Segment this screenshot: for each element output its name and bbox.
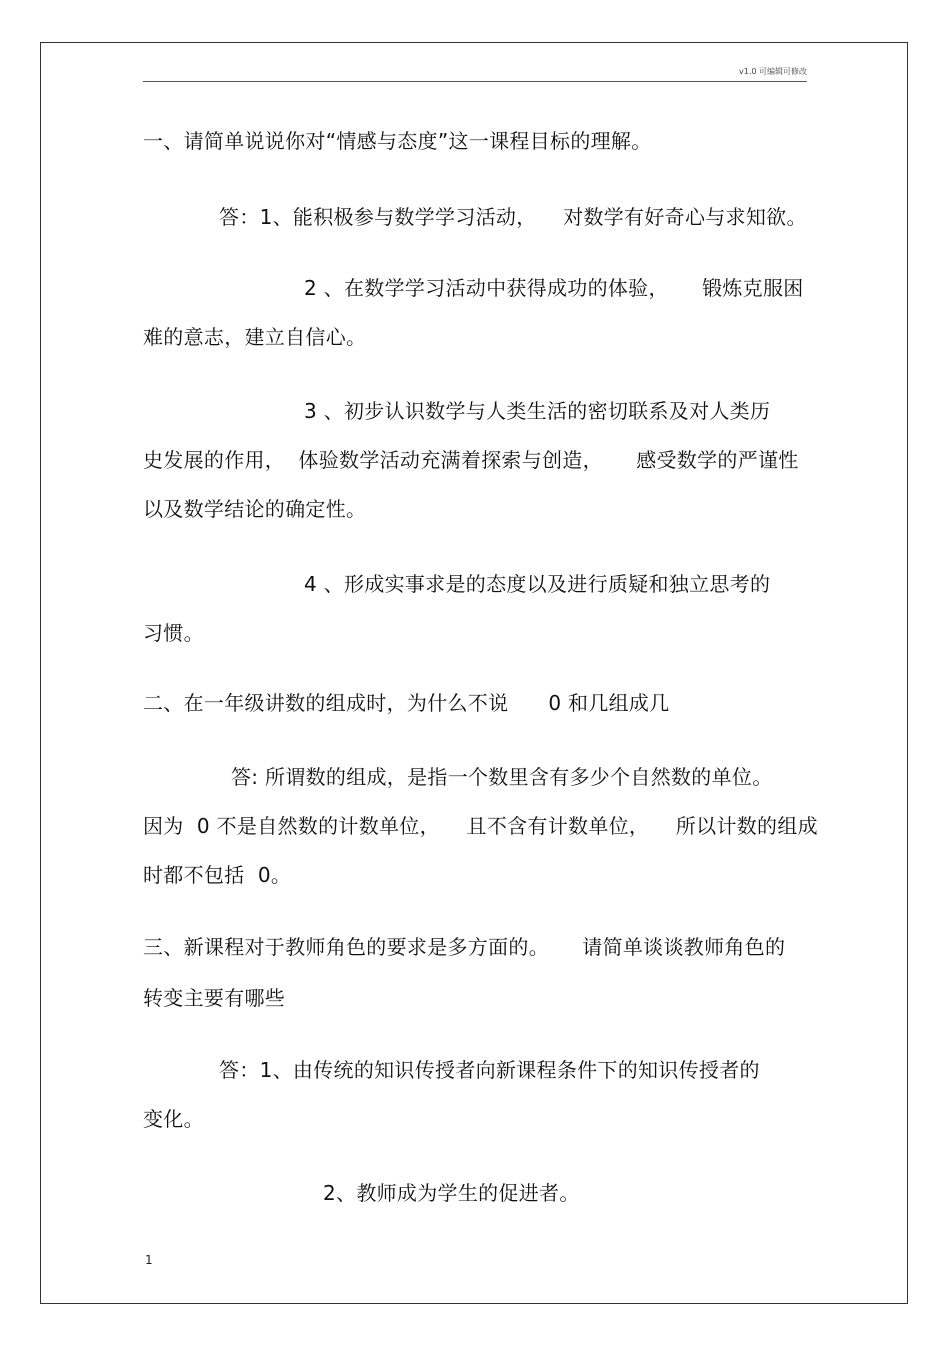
- question-3-line-2: 转变主要有哪些: [143, 986, 286, 1010]
- answer-1-item-4-line-1: 4 、形成实事求是的态度以及进行质疑和独立思考的: [304, 572, 771, 596]
- question-3-line-1: 三、新课程对于教师角色的要求是多方面的。 请简单谈谈教师角色的: [143, 935, 786, 959]
- answer-2-line-1: 答: 所谓数的组成，是指一个数里含有多少个自然数的单位。: [231, 765, 773, 789]
- answer-1-item-3-line-1: 3 、初步认识数学与人类生活的密切联系及对人类历: [304, 399, 771, 423]
- answer-3-item-1-line-2: 变化。: [143, 1107, 204, 1131]
- answer-1-item-3-line-3: 以及数学结论的确定性。: [143, 497, 367, 521]
- answer-2-line-3: 时都不包括 0。: [143, 863, 292, 887]
- answer-3-item-1-line-1: 答：1、由传统的知识传授者向新课程条件下的知识传授者的: [219, 1058, 760, 1082]
- page-number: 1: [145, 1253, 153, 1267]
- answer-1-item-4-line-2: 习惯。: [143, 621, 204, 645]
- version-tag: v1.0 可编辑可修改: [739, 67, 807, 76]
- answer-2-line-2: 因为 0 不是自然数的计数单位， 且不含有计数单位， 所以计数的组成: [143, 814, 818, 838]
- header-rule: [143, 81, 807, 82]
- question-2: 二、在一年级讲数的组成时，为什么不说 0 和几组成几: [143, 691, 670, 715]
- answer-1-item-3-line-2: 史发展的作用， 体验数学活动充满着探索与创造， 感受数学的严谨性: [143, 448, 799, 472]
- answer-1-item-2-line-2: 难的意志，建立自信心。: [143, 325, 367, 349]
- answer-3-item-2: 2、教师成为学生的促进者。: [323, 1181, 580, 1205]
- answer-1-item-1: 答：1、能积极参与数学学习活动， 对数学有好奇心与求知欲。: [219, 205, 807, 229]
- answer-1-item-2-line-1: 2 、在数学学习活动中获得成功的体验， 锻炼克服困: [304, 276, 804, 300]
- question-1: 一、请简单说说你对“情感与态度”这一课程目标的理解。: [143, 129, 652, 153]
